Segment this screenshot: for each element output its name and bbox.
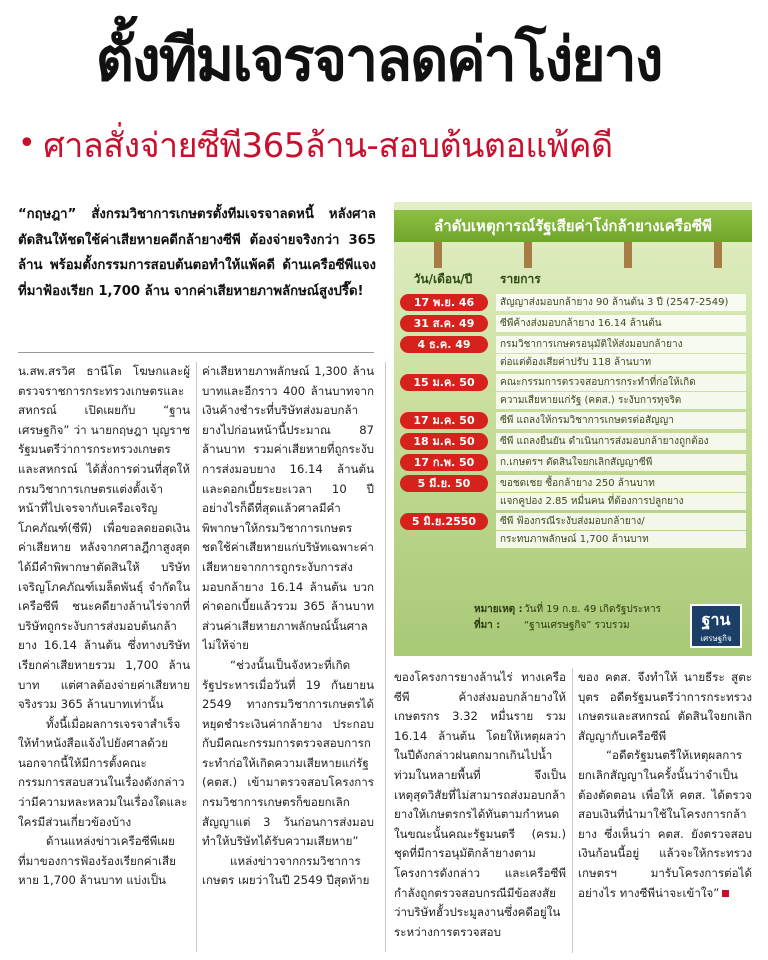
article-column-1 [18, 362, 190, 952]
timeline-row [400, 292, 746, 313]
headline: ตั้งทีมเจรจาลดค่าโง่ยาง [95, 25, 662, 95]
paragraph [578, 746, 752, 903]
timeline-date: 15 ม.ค. 50 [400, 374, 488, 391]
timeline-text: ขอชดเชย ซื้อกล้ายาง 250 ล้านบาท [496, 475, 746, 492]
fence-post-icon [714, 242, 722, 268]
timeline-date: 31 ส.ค. 49 [400, 315, 488, 332]
timeline-date: 5 มิ.ย.2550 [400, 513, 488, 530]
timeline-text: ซีพี แถลงให้กรมวิชาการเกษตรต่อสัญญา [496, 412, 746, 429]
column-divider [385, 362, 386, 952]
column-divider [572, 668, 573, 953]
timeline-text: คณะกรรมการตรวจสอบการกระทำที่ก่อให้เกิด [496, 374, 746, 391]
column-divider [196, 362, 197, 952]
fence-post-icon [624, 242, 632, 268]
timeline-text-continued: ความเสียหายแก่รัฐ (คตส.) ระงับการทุจริต [496, 392, 746, 409]
subhead-text: ศาลสั่งจ่ายซีพี365ล้าน-สอบต้นตอแพ้คดี [43, 126, 613, 166]
timeline-row [400, 473, 746, 511]
timeline-text-continued: แจกคูปอง 2.85 หมื่นคน ที่ต้องการปลูกยาง [496, 493, 746, 510]
timeline-text: ก.เกษตรฯ ตัดสินใจยกเลิกสัญญาซีพี [496, 454, 746, 471]
timeline-infographic [394, 202, 752, 656]
timeline-text-continued: ต่อแต่ต้องเสียค่าปรับ 118 ล้านบาท [496, 354, 746, 371]
article-column-4 [578, 668, 752, 953]
fence-post-icon [524, 242, 532, 268]
note-label: หมายเหตุ : [474, 604, 523, 615]
timeline-row [400, 372, 746, 410]
note-line [474, 602, 684, 618]
timeline-row [400, 431, 746, 452]
lead-divider [18, 352, 374, 353]
timeline-text: ซีพีค้างส่งมอบกล้ายาง 16.14 ล้านต้น [496, 315, 746, 332]
paragraph: ทั้งนี้เมื่อผลการเจรจาสำเร็จให้ทำหนังสือแจ้งไปยังศาลด้วย นอกจากนี้ให้มีการตั้งคณะกรรมการสอบสวนในเรื่องดังกล่าวว่ามีความหละหลวมในเรื่องใดและใครมีส่วนเกี่ยวข้องบ้าง [18, 716, 188, 829]
subhead-bullet: • [18, 126, 36, 161]
infographic-date-header: วัน/เดือน/ปี [413, 272, 473, 286]
end-of-article-icon [722, 890, 729, 897]
paragraph: น.สพ.สรวิศ ธานีโต โฆษกและผู้ตรวจราชการกระทรวงเกษตรและสหกรณ์ เปิดเผยกับ “ฐานเศรษฐกิจ” ว่า นายกฤษฎา บุญราช รัฐมนตรีว่าการกระทรวงเกษตรและสหกรณ์ ได้สั่งการด่วนที่สุดให้กรมวิชาการเกษตรแต่งตั้งเจ้าหน้าที่ไปเจรจากับเครือเจริญโภคภัณฑ์(ซีพี) เพื่อขอลดยอดเงินค่าเสียหาย หลังจากศาลฎีกาสูงสุดได้มีคำพิพากษาตัดสินให้ บริษัท เจริญโภคภัณฑ์เมล็ดพันธุ์ จำกัดในเครือซีพี ชนะคดียางล้านไร่จากที่บริษัทถูกระงับการส่งมอบต้นกล้ายาง 16.14 ล้านต้น ซึ่งทางบริษัทเรียกค่าเสียหายรวม 1,700 ล้านบาท แต่ศาลต้องจ่ายค่าเสียหายจริงรวม 365 ล้านบาทเท่านั้น [18, 364, 190, 712]
timeline-text: ซีพี แถลงยืนยัน ดำเนินการส่งมอบกล้ายางถูกต้อง [496, 433, 746, 450]
timeline-row [400, 410, 746, 431]
timeline-row [400, 511, 746, 549]
timeline-row [400, 334, 746, 372]
fence-post-icon [434, 242, 442, 268]
article-column-3 [394, 668, 566, 953]
paragraph: “ช่วงนั้นเป็นจังหวะที่เกิดรัฐประหารเมื่อวันที่ 19 กันยายน 2549 ทางกรมวิชาการเกษตรได้หยุดชำระเงินค่ากล้ายาง ประกอบกับมีคณะกรรมการตรวจสอบการกระทำก่อให้เกิดความเสียหายแก่รัฐ (คตส.) เข้ามาตรวจสอบโครงการ กรมวิชาการเกษตรก็ขอยกเลิกสัญญาแต่ 3 วันก่อนการส่งมอบ ทำให้บริษัทได้รับความเสียหาย” [202, 657, 374, 849]
article-column-2 [202, 362, 374, 952]
timeline-date: 17 พ.ย. 46 [400, 294, 488, 311]
timeline-date: 17 ก.พ. 50 [400, 454, 488, 471]
timeline-text-continued: กระทบภาพลักษณ์ 1,700 ล้านบาท [496, 531, 746, 548]
infographic-title: ลำดับเหตุการณ์รัฐเสียค่าโง่กล้ายางเครือซีพี [394, 210, 752, 242]
timeline-row [400, 313, 746, 334]
timeline-row [400, 452, 746, 473]
paragraph: ของโครงการยางล้านไร่ ทางเครือซีพี ค้างส่งมอบกล้ายางให้เกษตรกร 3.32 หมื่นราย รวม 16.14 ล้านต้น โดยให้เหตุผลว่า ในปีดังกล่าวฝนตกมากเกินไปน้ำท่วมในหลายพื้นที่ จึงเป็นเหตุสุดวิสัยที่ไม่สามารถส่งมอบกล้ายางให้เกษตรกรได้ทันตามกำหนด ในขณะนั้นคณะรัฐมนตรี (ครม.) ชุดที่มีการอนุมัติกล้ายางตามโครงการดังกล่าว และเครือซีพี กำลังถูกตรวจสอบกรณีมีข้อสงสัยว่าบริษัทฮั้วประมูลงานซึ่งคดีอยู่ในระหว่างการตรวจสอบ [394, 670, 566, 939]
paragraph: ของ คตส. จึงทำให้ นายธีระ สูตะบุตร อดีตรัฐมนตรีว่าการกระทรวงเกษตรและสหกรณ์ ตัดสินใจยกเลิกสัญญากับเครือซีพี [578, 670, 752, 743]
timeline-text: กรมวิชาการเกษตรอนุมัติให้ส่งมอบกล้ายาง [496, 336, 746, 353]
timeline-table [400, 292, 746, 549]
paragraph: ด้านแหล่งข่าวเครือซีพีเผยที่มาของการฟ้องร้องเรียกค่าเสียหาย 1,700 ล้านบาท แบ่งเป็น [18, 834, 176, 888]
logo-sub-text: เศรษฐกิจ [700, 634, 732, 643]
timeline-text: ซีพี ฟ้องกรณีระงับส่งมอบกล้ายาง/ [496, 513, 746, 530]
timeline-date: 4 ธ.ค. 49 [400, 336, 488, 353]
lead-paragraph: “กฤษฎา” สั่งกรมวิชาการเกษตรตั้งทีมเจรจาลดหนี้ หลังศาลตัดสินให้ชดใช้ค่าเสียหายคดีกล้ายางซีพี ต้องจ่ายจริงกว่า 365 ล้าน พร้อมตั้งกรรมการสอบต้นตอทำให้แพ้คดี ด้านเครือซีพีแจงที่มาฟ้องเรียก 1,700 ล้าน จากค่าเสียหายภาพลักษณ์สูงปรี๊ด! [18, 207, 376, 299]
timeline-date: 17 ม.ค. 50 [400, 412, 488, 429]
paragraph: แหล่งข่าวจากกรมวิชาการเกษตร เผยว่าในปี 2549 ปีสุดท้าย [202, 853, 370, 888]
note-text: วันที่ 19 ก.ย. 49 เกิดรัฐประหาร [524, 604, 662, 615]
timeline-date: 18 ม.ค. 50 [400, 433, 488, 450]
paragraph: ค่าเสียหายภาพลักษณ์ 1,300 ล้านบาทและอีกราว 400 ล้านบาทจากเงินค้างชำระที่บริษัทส่งมอบกล้ายางไปก่อนหน้านี้ประมาณ 87 ล้านบาท รวมค่าเสียหายที่ถูกระงับการส่งมอบยาง 16.14 ล้านต้น และดอกเบี้ยระยะเวลา 10 ปี อย่างไรก็ดีที่สุดแล้วศาลมีคำพิพากษาให้กรมวิชาการเกษตรชดใช้ค่าเสียหายแก่บริษัทเฉพาะค่าเสียหายจากการถูกระงับการส่งมอบกล้ายาง 16.14 ล้านต้น บวกค่าดอกเบี้ยแล้วรวม 365 ล้านบาท ส่วนค่าเสียหายภาพลักษณ์นั้นศาลไม่ให้จ่าย [202, 364, 374, 653]
source-text: “ฐานเศรษฐกิจ” รวบรวม [524, 620, 630, 631]
timeline-text: สัญญาส่งมอบกล้ายาง 90 ล้านต้น 3 ปี (2547-2549) [496, 294, 746, 311]
logo-main-text: ฐาน [701, 610, 731, 629]
infographic-notes [474, 602, 684, 634]
paragraph-text: “อดีตรัฐมนตรีให้เหตุผลการยกเลิกสัญญาในครั้งนั้นว่าจำเป็นต้องตัดตอน เพื่อให้ คตส. ได้ตรวจสอบเงินที่นำมาใช้ในโครงการกล้ายาง ซึ่งเห็นว่า คตส. ยังตรวจสอบเงินก้อนนี้อยู่ แล้วจะให้กระทรวงเกษตรฯ มารับโครงการต่อได้อย่างไร ทางซีพีน่าจะเข้าใจ” [578, 748, 752, 900]
timeline-date: 5 มี.ย. 50 [400, 475, 488, 492]
infographic-item-header: รายการ [500, 272, 541, 286]
source-line [474, 618, 684, 634]
subheadline [18, 120, 758, 170]
publication-logo [690, 604, 742, 648]
source-label: ที่มา : [474, 620, 501, 631]
